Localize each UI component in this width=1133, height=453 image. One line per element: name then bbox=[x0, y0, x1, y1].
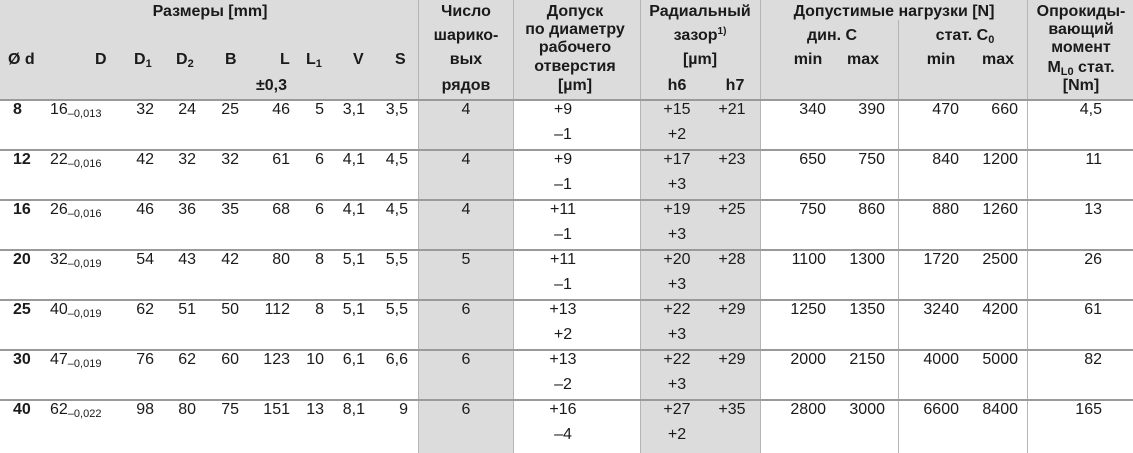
cell-h6-a: +17 bbox=[663, 151, 691, 168]
cell-D1: 32 bbox=[136, 101, 154, 118]
cell-h7: +21 bbox=[718, 101, 746, 118]
moment-header-line2: вающий bbox=[1048, 21, 1114, 38]
cell-smax: 660 bbox=[991, 101, 1018, 118]
cell-h7: +28 bbox=[718, 251, 746, 268]
col-s: S bbox=[395, 51, 406, 68]
column-divider bbox=[1027, 0, 1028, 453]
cell-smin: 6600 bbox=[923, 401, 959, 418]
cell-L1: 5 bbox=[315, 101, 324, 118]
cell-dmin: 2000 bbox=[790, 351, 826, 368]
cell-tol-dn: –1 bbox=[554, 126, 572, 143]
cell-B: 42 bbox=[221, 251, 239, 268]
moment-header-line4: $M_{L0}$ стат. bbox=[1047, 59, 1115, 78]
cell-D2: 24 bbox=[178, 101, 196, 118]
cell-h6-b: +3 bbox=[667, 376, 687, 393]
cell-L: 80 bbox=[272, 251, 290, 268]
cell-L: 46 bbox=[272, 101, 290, 118]
cell-tol-up: +9 bbox=[553, 101, 573, 118]
cell-L: 61 bbox=[272, 151, 290, 168]
cell-tol-dn: –1 bbox=[554, 276, 572, 293]
cell-D2: 36 bbox=[178, 201, 196, 218]
column-divider bbox=[513, 0, 514, 453]
cell-L: 123 bbox=[263, 351, 290, 368]
cell-h7: +25 bbox=[718, 201, 746, 218]
col-outer-diameter: D bbox=[95, 51, 107, 68]
cell-D1: 42 bbox=[136, 151, 154, 168]
cell-dmin: 1250 bbox=[790, 301, 826, 318]
cell-outer-diameter: $26_{-0,016}$ bbox=[50, 201, 102, 220]
col-h6: h6 bbox=[667, 77, 687, 94]
cell-V: 4,1 bbox=[342, 151, 365, 168]
cell-B: 35 bbox=[221, 201, 239, 218]
cell-d: 20 bbox=[13, 251, 31, 268]
cell-m: 26 bbox=[1084, 251, 1102, 268]
cell-dmax: 750 bbox=[858, 151, 885, 168]
cell-D2: 80 bbox=[178, 401, 196, 418]
cell-rows: 6 bbox=[461, 351, 471, 368]
tol-header-unit: [µm] bbox=[557, 77, 593, 94]
cell-dmin: 1100 bbox=[791, 251, 826, 268]
cell-h7: +35 bbox=[718, 401, 746, 418]
static-load-header: стат. $C_0$ bbox=[935, 27, 995, 46]
rows-header-line1: Число bbox=[441, 3, 491, 20]
cell-h6-b: +3 bbox=[667, 326, 687, 343]
cell-outer-diameter: $16_{-0,013}$ bbox=[50, 101, 102, 120]
clearance-header-line1: Радиальный bbox=[649, 3, 751, 20]
cell-D2: 62 bbox=[178, 351, 196, 368]
cell-rows: 6 bbox=[461, 401, 471, 418]
cell-m: 165 bbox=[1075, 401, 1102, 418]
cell-smax: 2500 bbox=[982, 251, 1018, 268]
cell-B: 25 bbox=[221, 101, 239, 118]
cell-h7: +29 bbox=[718, 351, 746, 368]
rows-header-line2: шарико- bbox=[433, 27, 499, 44]
cell-L1: 8 bbox=[315, 301, 324, 318]
cell-h6-b: +2 bbox=[667, 426, 687, 443]
col-d1: $D_1$ bbox=[134, 51, 152, 70]
cell-h6-a: +22 bbox=[663, 301, 691, 318]
cell-S: 4,5 bbox=[385, 201, 408, 218]
cell-d: 16 bbox=[13, 201, 31, 218]
cell-h7: +23 bbox=[718, 151, 746, 168]
cell-d: 12 bbox=[13, 151, 31, 168]
dynamic-load-header: дин. C bbox=[806, 27, 858, 44]
cell-smin: 880 bbox=[932, 201, 959, 218]
col-l1: $L_1$ bbox=[306, 51, 322, 70]
tol-header-line3: рабочего bbox=[538, 39, 612, 56]
cell-m: 11 bbox=[1085, 151, 1102, 168]
col-h7: h7 bbox=[725, 77, 745, 94]
col-bore-diameter: Ø d bbox=[8, 51, 35, 68]
moment-header-line3: момент bbox=[1051, 39, 1111, 56]
cell-V: 4,1 bbox=[342, 201, 365, 218]
cell-dmin: 650 bbox=[799, 151, 826, 168]
cell-rows: 4 bbox=[461, 101, 471, 118]
clearance-header-unit: [µm] bbox=[682, 51, 718, 68]
cell-rows: 4 bbox=[461, 151, 471, 168]
cell-D1: 98 bbox=[136, 401, 154, 418]
cell-smin: 840 bbox=[932, 151, 959, 168]
cell-h6-b: +2 bbox=[667, 126, 687, 143]
cell-smax: 8400 bbox=[982, 401, 1018, 418]
rows-header-line4: рядов bbox=[441, 77, 491, 94]
col-stat-max: max bbox=[981, 51, 1015, 68]
cell-B: 75 bbox=[221, 401, 239, 418]
col-b: B bbox=[225, 51, 237, 68]
cell-outer-diameter: $22_{-0,016}$ bbox=[50, 151, 102, 170]
cell-V: 5,1 bbox=[342, 301, 365, 318]
cell-L1: 10 bbox=[306, 351, 324, 368]
cell-dmax: 3000 bbox=[849, 401, 885, 418]
cell-dmin: 2800 bbox=[790, 401, 826, 418]
cell-V: 3,1 bbox=[342, 101, 365, 118]
cell-smax: 1260 bbox=[982, 201, 1018, 218]
col-dyn-min: min bbox=[793, 51, 823, 68]
cell-outer-diameter: $40_{-0,019}$ bbox=[50, 301, 102, 320]
cell-tol-dn: –1 bbox=[554, 226, 572, 243]
cell-S: 3,5 bbox=[385, 101, 408, 118]
cell-D2: 32 bbox=[178, 151, 196, 168]
cell-D1: 76 bbox=[136, 351, 154, 368]
cell-m: 4,5 bbox=[1079, 101, 1102, 118]
col-l: L bbox=[280, 51, 290, 68]
cell-S: 4,5 bbox=[385, 151, 408, 168]
cell-h6-a: +20 bbox=[663, 251, 691, 268]
col-dyn-max: max bbox=[846, 51, 880, 68]
cell-dmin: 750 bbox=[799, 201, 826, 218]
cell-D2: 51 bbox=[178, 301, 196, 318]
cell-S: 6,6 bbox=[385, 351, 408, 368]
cell-S: 5,5 bbox=[385, 251, 408, 268]
cell-m: 61 bbox=[1084, 301, 1102, 318]
cell-B: 32 bbox=[221, 151, 239, 168]
cell-smin: 470 bbox=[932, 101, 959, 118]
tol-header-line4: отверстия bbox=[534, 58, 616, 75]
cell-dmax: 390 bbox=[858, 101, 885, 118]
cell-tol-up: +13 bbox=[549, 301, 577, 318]
cell-outer-diameter: $62_{-0,022}$ bbox=[50, 401, 102, 420]
tol-header-line1: Допуск bbox=[546, 3, 604, 20]
cell-tol-dn: –2 bbox=[554, 376, 572, 393]
cell-tol-up: +11 bbox=[550, 201, 576, 218]
column-divider bbox=[640, 0, 641, 453]
column-divider bbox=[418, 0, 419, 453]
cell-smax: 5000 bbox=[982, 351, 1018, 368]
cell-smin: 3240 bbox=[923, 301, 959, 318]
cell-L: 112 bbox=[264, 301, 290, 318]
cell-outer-diameter: $32_{-0,019}$ bbox=[50, 251, 102, 270]
cell-dmax: 1350 bbox=[849, 301, 885, 318]
cell-h6-a: +22 bbox=[663, 351, 691, 368]
cell-tol-up: +11 bbox=[550, 251, 576, 268]
cell-rows: 4 bbox=[461, 201, 471, 218]
cell-S: 9 bbox=[399, 401, 408, 418]
column-divider bbox=[760, 0, 761, 453]
cell-smax: 1200 bbox=[982, 151, 1018, 168]
tol-header-line2: по диаметру bbox=[525, 21, 625, 38]
cell-tol-up: +16 bbox=[549, 401, 577, 418]
clearance-header-line2: зазор$^{1)}$ bbox=[673, 26, 727, 44]
sizes-header: Размеры [mm] bbox=[152, 3, 268, 20]
cell-V: 5,1 bbox=[342, 251, 365, 268]
cell-smax: 4200 bbox=[982, 301, 1018, 318]
cell-h6-b: +3 bbox=[667, 276, 687, 293]
cell-dmax: 860 bbox=[858, 201, 885, 218]
cell-L1: 13 bbox=[306, 401, 324, 418]
loads-header: Допустимые нагрузки [N] bbox=[793, 3, 995, 20]
cell-h6-a: +19 bbox=[663, 201, 691, 218]
col-stat-min: min bbox=[926, 51, 956, 68]
cell-L1: 6 bbox=[315, 151, 324, 168]
cell-D2: 43 bbox=[178, 251, 196, 268]
cell-m: 82 bbox=[1084, 351, 1102, 368]
cell-L: 68 bbox=[272, 201, 290, 218]
cell-smin: 4000 bbox=[923, 351, 959, 368]
cell-d: 8 bbox=[13, 101, 22, 118]
cell-S: 5,5 bbox=[385, 301, 408, 318]
cell-D1: 62 bbox=[136, 301, 154, 318]
col-v: V bbox=[353, 51, 364, 68]
cell-B: 60 bbox=[221, 351, 239, 368]
cell-tol-dn: –1 bbox=[554, 176, 572, 193]
cell-h6-b: +3 bbox=[667, 176, 687, 193]
cell-h7: +29 bbox=[718, 301, 746, 318]
cell-smin: 1720 bbox=[923, 251, 959, 268]
cell-m: 13 bbox=[1084, 201, 1102, 218]
cell-outer-diameter: $47_{-0,019}$ bbox=[50, 351, 102, 370]
cell-h6-a: +15 bbox=[663, 101, 691, 118]
cell-tol-dn: +2 bbox=[553, 326, 573, 343]
column-divider bbox=[898, 20, 899, 453]
cell-rows: 6 bbox=[461, 301, 471, 318]
cell-rows: 5 bbox=[461, 251, 471, 268]
cell-V: 6,1 bbox=[342, 351, 365, 368]
cell-dmax: 2150 bbox=[849, 351, 885, 368]
cell-D1: 54 bbox=[136, 251, 154, 268]
cell-d: 25 bbox=[13, 301, 31, 318]
cell-tol-up: +9 bbox=[553, 151, 573, 168]
rows-header-line3: вых bbox=[449, 51, 483, 68]
col-l-tolerance: ±0,3 bbox=[256, 77, 288, 94]
cell-D1: 46 bbox=[136, 201, 154, 218]
cell-dmax: 1300 bbox=[849, 251, 885, 268]
cell-L: 151 bbox=[263, 401, 290, 418]
cell-h6-a: +27 bbox=[663, 401, 691, 418]
col-d2: $D_2$ bbox=[176, 51, 194, 70]
cell-dmin: 340 bbox=[799, 101, 826, 118]
cell-d: 30 bbox=[13, 351, 31, 368]
cell-tol-up: +13 bbox=[549, 351, 577, 368]
cell-V: 8,1 bbox=[342, 401, 365, 418]
moment-header-unit: [Nm] bbox=[1062, 77, 1100, 94]
cell-h6-b: +3 bbox=[667, 226, 687, 243]
cell-d: 40 bbox=[13, 401, 31, 418]
cell-B: 50 bbox=[221, 301, 239, 318]
moment-header-line1: Опрокиды- bbox=[1036, 3, 1126, 20]
cell-L1: 6 bbox=[315, 201, 324, 218]
cell-tol-dn: –4 bbox=[554, 426, 572, 443]
cell-L1: 8 bbox=[315, 251, 324, 268]
